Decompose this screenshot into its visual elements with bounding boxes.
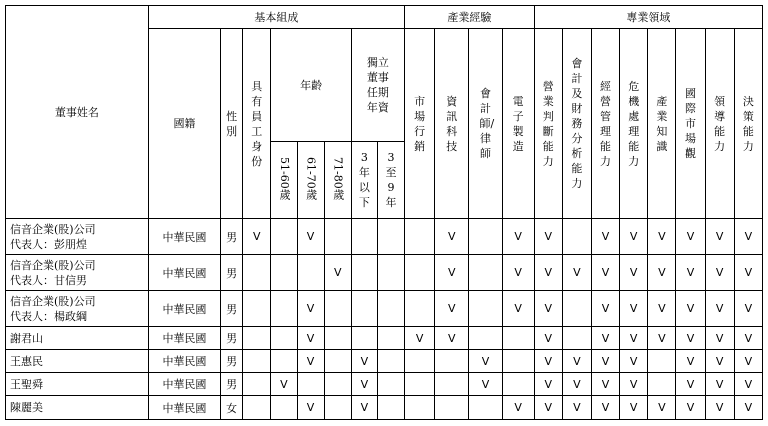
criteria-cell (351, 291, 377, 327)
check-mark: V (601, 401, 610, 414)
criteria-cell (620, 219, 648, 255)
header-tenure-under-3: 3年以下 (351, 142, 377, 219)
director-name-line: 謝君山 (10, 331, 43, 345)
criteria-cell (591, 396, 619, 420)
criteria-cell (435, 350, 469, 373)
director-name-line: 王聖舜 (10, 377, 43, 391)
header-independent-tenure: 獨立董事任期年資 (351, 29, 404, 142)
criteria-cell (502, 219, 534, 255)
check-mark: V (629, 377, 638, 391)
director-row (6, 291, 763, 327)
check-mark: V (629, 302, 638, 315)
check-mark: V (744, 302, 753, 315)
criteria-cell (405, 255, 435, 291)
check-mark: V (715, 331, 724, 345)
criteria-cell (405, 327, 435, 350)
criteria-cell (243, 327, 271, 350)
criteria-cell (324, 291, 351, 327)
criteria-cell (676, 373, 705, 396)
criteria-cell (435, 219, 469, 255)
criteria-cell (324, 255, 351, 291)
criteria-cell (676, 255, 705, 291)
criteria-cell (705, 291, 734, 327)
criteria-cell (243, 350, 271, 373)
criteria-cell (648, 350, 676, 373)
check-mark: V (306, 331, 315, 345)
criteria-cell (297, 219, 324, 255)
header-accounting-finance: 會計及財務分析能力 (562, 29, 591, 219)
check-mark: V (601, 230, 610, 243)
criteria-cell (377, 255, 404, 291)
criteria-cell (676, 219, 705, 255)
criteria-cell (469, 396, 502, 420)
header-crisis-management: 危機處理能力 (620, 29, 648, 219)
check-mark: V (744, 401, 753, 414)
check-mark: V (686, 377, 695, 391)
criteria-cell (534, 255, 562, 291)
check-mark: V (544, 230, 553, 243)
check-mark: V (686, 354, 695, 368)
criteria-cell (405, 373, 435, 396)
criteria-cell (271, 373, 297, 396)
criteria-cell (734, 396, 762, 420)
check-mark: V (544, 401, 553, 414)
check-mark: V (481, 354, 490, 368)
director-name (6, 396, 149, 420)
criteria-cell (734, 373, 762, 396)
director-name-line: 代表人：彭朋煌 (10, 237, 87, 251)
check-mark: V (715, 354, 724, 368)
criteria-cell (435, 373, 469, 396)
criteria-cell (469, 219, 502, 255)
check-mark: V (658, 302, 666, 315)
director-name-line: 信音企業(股)公司 (10, 222, 96, 236)
check-mark: V (629, 354, 638, 368)
criteria-cell (297, 291, 324, 327)
criteria-cell (620, 255, 648, 291)
header-industry-knowledge: 產業知識 (648, 29, 676, 219)
check-mark: V (658, 331, 666, 345)
director-nationality: 中華民國 (148, 255, 220, 291)
check-mark: V (601, 377, 610, 391)
director-name-line: 王惠民 (10, 354, 43, 368)
header-age-61-70: 61-70歲 (297, 142, 324, 219)
criteria-cell (297, 350, 324, 373)
criteria-cell (271, 219, 297, 255)
criteria-cell (405, 291, 435, 327)
criteria-cell (469, 327, 502, 350)
criteria-cell (405, 396, 435, 420)
header-management: 經營管理能力 (591, 29, 619, 219)
criteria-cell (297, 327, 324, 350)
criteria-cell (351, 327, 377, 350)
check-mark: V (658, 401, 666, 414)
criteria-cell (705, 373, 734, 396)
director-row (6, 396, 763, 420)
criteria-cell (377, 219, 404, 255)
check-mark: V (448, 266, 456, 279)
director-row (6, 350, 763, 373)
criteria-cell (243, 373, 271, 396)
director-rows (6, 219, 763, 420)
criteria-cell (648, 291, 676, 327)
criteria-cell (324, 327, 351, 350)
check-mark: V (658, 230, 666, 243)
group-basic-composition: 基本組成 (148, 6, 404, 29)
criteria-cell (502, 291, 534, 327)
criteria-cell (620, 396, 648, 420)
check-mark: V (686, 302, 695, 315)
check-mark: V (360, 377, 369, 391)
criteria-cell (705, 219, 734, 255)
criteria-cell (351, 350, 377, 373)
criteria-cell (297, 373, 324, 396)
criteria-cell (534, 291, 562, 327)
criteria-cell (324, 350, 351, 373)
check-mark: V (544, 354, 553, 368)
check-mark: V (360, 354, 369, 368)
criteria-cell (351, 396, 377, 420)
criteria-cell (591, 350, 619, 373)
header-marketing: 市場行銷 (405, 29, 435, 219)
check-mark: V (601, 354, 610, 368)
criteria-cell (243, 255, 271, 291)
director-name (6, 373, 149, 396)
check-mark: V (514, 302, 522, 315)
criteria-cell (534, 350, 562, 373)
criteria-cell (676, 291, 705, 327)
criteria-cell (377, 291, 404, 327)
check-mark: V (360, 401, 369, 414)
criteria-cell (562, 350, 591, 373)
check-mark: V (686, 331, 695, 345)
criteria-cell (271, 291, 297, 327)
check-mark: V (744, 354, 753, 368)
header-it: 資訊科技 (435, 29, 469, 219)
criteria-cell (377, 396, 404, 420)
check-mark: V (686, 230, 695, 243)
check-mark: V (415, 331, 424, 345)
director-name-line: 代表人：甘信男 (10, 273, 87, 287)
check-mark: V (544, 377, 553, 391)
criteria-cell (705, 327, 734, 350)
header-tenure-3-to-9: 3至9年 (377, 142, 404, 219)
director-gender: 男 (221, 219, 243, 255)
criteria-cell (591, 291, 619, 327)
check-mark: V (514, 266, 522, 279)
director-name (6, 219, 149, 255)
director-nationality: 中華民國 (148, 396, 220, 420)
director-name-line: 代表人：楊政綱 (10, 309, 87, 323)
director-gender: 男 (221, 327, 243, 350)
criteria-cell (435, 396, 469, 420)
director-gender: 男 (221, 291, 243, 327)
board-composition-table (5, 5, 763, 420)
check-mark: V (629, 331, 638, 345)
criteria-cell (297, 396, 324, 420)
criteria-cell (435, 327, 469, 350)
director-row (6, 373, 763, 396)
criteria-cell (620, 327, 648, 350)
criteria-cell (435, 255, 469, 291)
criteria-cell (405, 219, 435, 255)
criteria-cell (324, 396, 351, 420)
criteria-cell (676, 327, 705, 350)
director-gender: 男 (221, 255, 243, 291)
criteria-cell (271, 327, 297, 350)
criteria-cell (502, 255, 534, 291)
criteria-cell (648, 255, 676, 291)
criteria-cell (243, 396, 271, 420)
check-mark: V (686, 401, 695, 414)
check-mark: V (629, 230, 638, 243)
criteria-cell (534, 396, 562, 420)
criteria-cell (351, 255, 377, 291)
header-gender: 性別 (221, 29, 243, 219)
criteria-cell (734, 291, 762, 327)
check-mark: V (715, 266, 724, 279)
criteria-cell (591, 373, 619, 396)
check-mark: V (715, 377, 724, 391)
director-gender: 男 (221, 373, 243, 396)
criteria-cell (502, 350, 534, 373)
criteria-cell (648, 219, 676, 255)
check-mark: V (744, 377, 753, 391)
criteria-cell (469, 350, 502, 373)
check-mark: V (601, 266, 610, 279)
check-mark: V (280, 377, 288, 391)
director-row (6, 327, 763, 350)
criteria-cell (243, 291, 271, 327)
header-age-51-60: 51-60歲 (271, 142, 297, 219)
criteria-cell (620, 291, 648, 327)
criteria-cell (502, 373, 534, 396)
director-name-line: 信音企業(股)公司 (10, 258, 96, 272)
criteria-cell (734, 327, 762, 350)
director-name (6, 350, 149, 373)
header-electronics-manufacturing: 電子製造 (502, 29, 534, 219)
check-mark: V (573, 354, 581, 368)
check-mark: V (544, 266, 553, 279)
criteria-cell (676, 350, 705, 373)
director-gender: 男 (221, 350, 243, 373)
header-age-71-80: 71-80歲 (324, 142, 351, 219)
check-mark: V (601, 331, 610, 345)
check-mark: V (481, 377, 490, 391)
criteria-cell (271, 396, 297, 420)
criteria-cell (562, 291, 591, 327)
check-mark: V (715, 401, 724, 414)
director-nationality: 中華民國 (148, 373, 220, 396)
check-mark: V (306, 230, 315, 243)
header-business-judgment: 營業判斷能力 (534, 29, 562, 219)
director-nationality: 中華民國 (148, 219, 220, 255)
check-mark: V (573, 266, 581, 279)
criteria-cell (676, 396, 705, 420)
check-mark: V (686, 266, 695, 279)
group-professional-domain: 專業領域 (534, 6, 762, 29)
criteria-cell (562, 219, 591, 255)
header-age: 年齡 (271, 29, 351, 142)
criteria-cell (351, 219, 377, 255)
director-row (6, 219, 763, 255)
criteria-cell (534, 219, 562, 255)
criteria-cell (648, 327, 676, 350)
director-nationality: 中華民國 (148, 350, 220, 373)
check-mark: V (448, 230, 456, 243)
check-mark: V (715, 230, 724, 243)
criteria-cell (377, 327, 404, 350)
check-mark: V (544, 302, 553, 315)
criteria-cell (351, 373, 377, 396)
group-header-row (6, 6, 763, 29)
criteria-cell (405, 350, 435, 373)
header-nationality: 國籍 (148, 29, 220, 219)
criteria-cell (243, 219, 271, 255)
check-mark: V (658, 266, 666, 279)
check-mark: V (306, 401, 315, 414)
header-decision-making: 決策能力 (734, 29, 762, 219)
criteria-cell (324, 219, 351, 255)
criteria-cell (271, 350, 297, 373)
header-accountant-lawyer: 會計師/律師 (469, 29, 502, 219)
criteria-cell (734, 350, 762, 373)
check-mark: V (573, 401, 581, 414)
check-mark: V (448, 302, 456, 315)
criteria-cell (297, 255, 324, 291)
criteria-cell (534, 327, 562, 350)
check-mark: V (573, 377, 581, 391)
criteria-cell (562, 396, 591, 420)
criteria-cell (705, 350, 734, 373)
check-mark: V (715, 302, 724, 315)
director-name-line: 陳麗美 (10, 401, 43, 414)
check-mark: V (601, 302, 610, 315)
check-mark: V (514, 230, 522, 243)
director-nationality: 中華民國 (148, 327, 220, 350)
criteria-cell (562, 327, 591, 350)
criteria-cell (502, 396, 534, 420)
criteria-cell (377, 373, 404, 396)
check-mark: V (306, 302, 315, 315)
header-leadership: 領導能力 (705, 29, 734, 219)
criteria-cell (324, 373, 351, 396)
criteria-cell (502, 327, 534, 350)
criteria-cell (435, 291, 469, 327)
director-name (6, 327, 149, 350)
criteria-cell (591, 219, 619, 255)
criteria-cell (469, 373, 502, 396)
criteria-cell (562, 255, 591, 291)
check-mark: V (744, 266, 753, 279)
criteria-cell (620, 373, 648, 396)
criteria-cell (534, 373, 562, 396)
director-row (6, 255, 763, 291)
check-mark: V (744, 331, 753, 345)
check-mark: V (629, 401, 638, 414)
director-name-line: 信音企業(股)公司 (10, 294, 96, 308)
criteria-cell (591, 255, 619, 291)
criteria-cell (734, 255, 762, 291)
check-mark: V (629, 266, 638, 279)
criteria-cell (705, 255, 734, 291)
check-mark: V (514, 401, 522, 414)
check-mark: V (253, 230, 261, 243)
header-international-view: 國際市場觀 (676, 29, 705, 219)
director-name (6, 291, 149, 327)
criteria-cell (469, 291, 502, 327)
check-mark: V (306, 354, 315, 368)
criteria-cell (469, 255, 502, 291)
director-nationality: 中華民國 (148, 291, 220, 327)
criteria-cell (648, 373, 676, 396)
check-mark: V (448, 331, 456, 345)
header-director-name: 董事姓名 (6, 6, 149, 219)
director-name (6, 255, 149, 291)
criteria-cell (271, 255, 297, 291)
check-mark: V (544, 331, 553, 345)
criteria-cell (377, 350, 404, 373)
director-gender: 女 (221, 396, 243, 420)
check-mark: V (744, 230, 753, 243)
criteria-cell (620, 350, 648, 373)
criteria-cell (648, 396, 676, 420)
criteria-cell (591, 327, 619, 350)
header-employee-status: 具有員工身份 (243, 29, 271, 219)
criteria-cell (705, 396, 734, 420)
criteria-cell (734, 219, 762, 255)
group-industry-experience: 產業經驗 (405, 6, 535, 29)
check-mark: V (333, 266, 342, 279)
criteria-cell (562, 373, 591, 396)
